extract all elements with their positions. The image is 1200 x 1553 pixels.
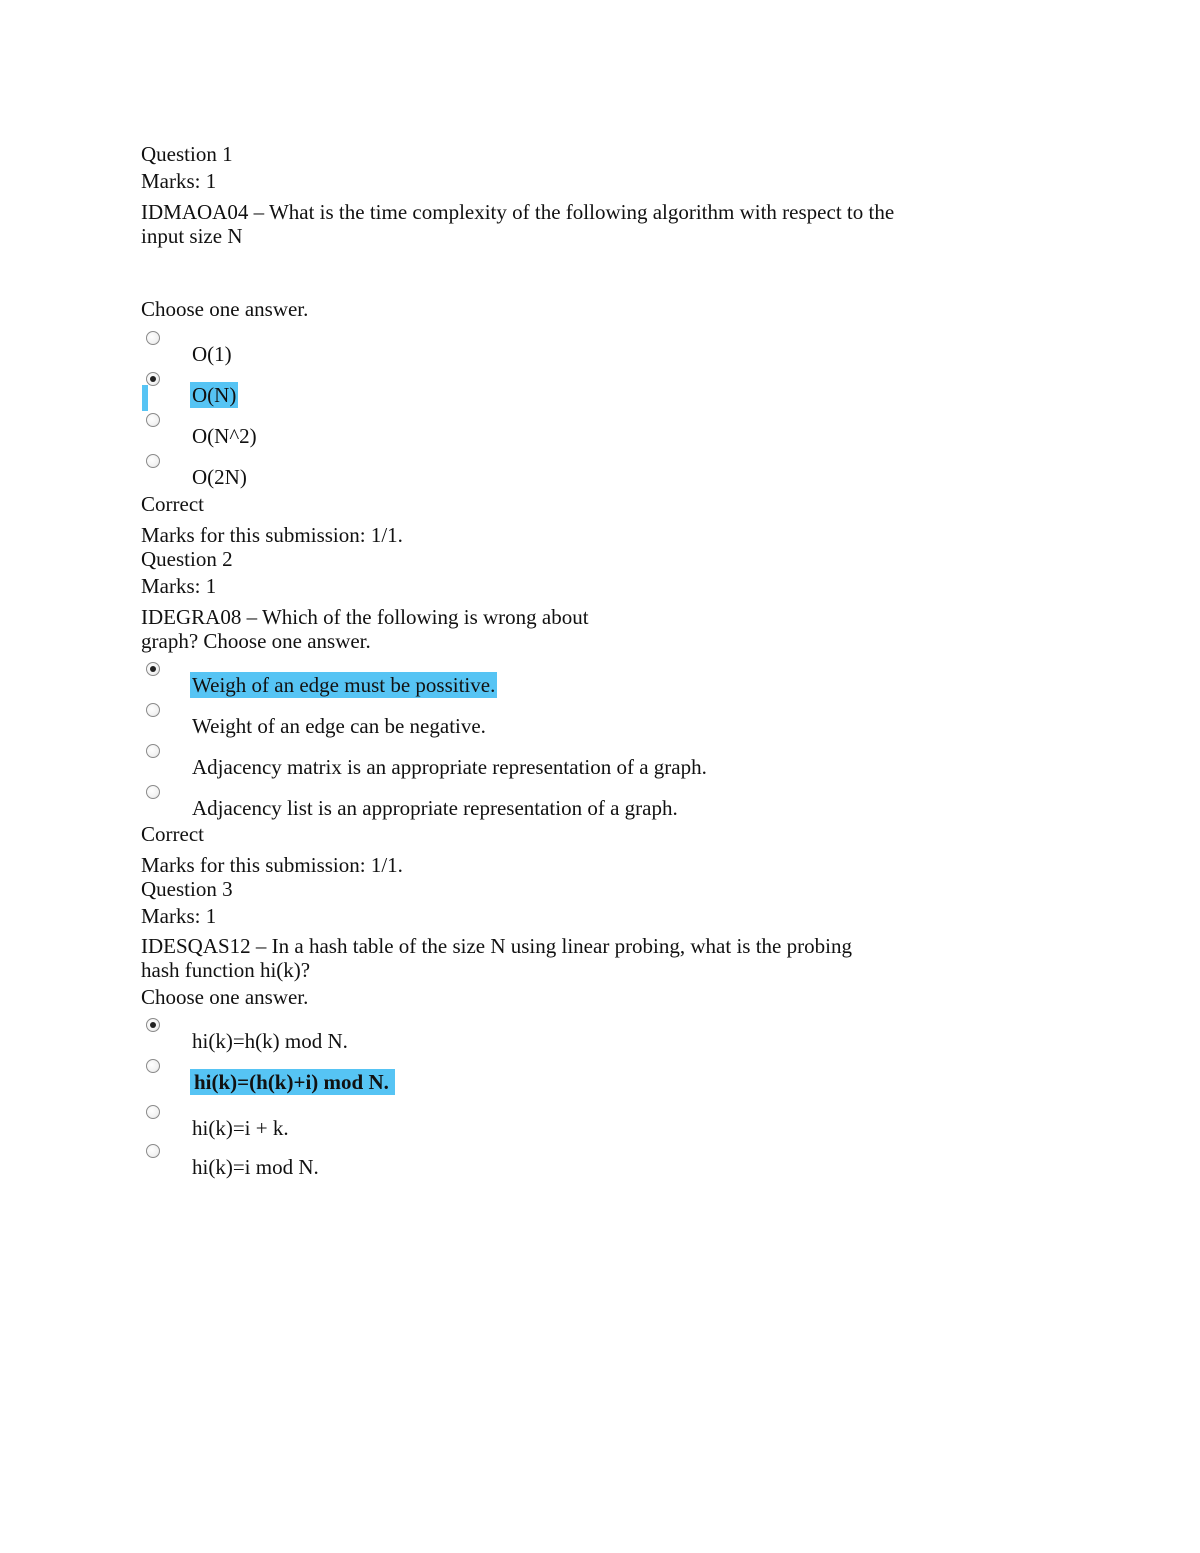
radio-button[interactable] xyxy=(146,1144,160,1158)
radio-button[interactable] xyxy=(146,331,160,345)
q3-option-1[interactable] xyxy=(146,1018,1046,1058)
q1-option-2[interactable] xyxy=(146,372,1046,412)
radio-button-selected[interactable] xyxy=(146,1018,160,1032)
q2-option-1[interactable] xyxy=(146,662,1046,702)
q1-question-line1: IDMAOA04 – What is the time complexity of the following algorithm with respect to the xyxy=(141,200,895,224)
q3-question-line2: hash function hi(k)? xyxy=(141,958,311,982)
radio-button[interactable] xyxy=(146,1105,160,1119)
q2-submission: Marks for this submission: 1/1. xyxy=(141,853,403,877)
radio-button[interactable] xyxy=(146,413,160,427)
q2-option-4-label: Adjacency list is an appropriate representation of a graph. xyxy=(192,796,678,820)
q3-question-line1: IDESQAS12 – In a hash table of the size N using linear probing, what is the probing xyxy=(141,934,852,958)
q3-option-1-label: hi(k)=h(k) mod N. xyxy=(192,1029,348,1053)
q1-marks: Marks: 1 xyxy=(141,169,217,193)
q2-option-2-label: Weight of an edge can be negative. xyxy=(192,714,486,738)
q2-question-line2: graph? Choose one answer. xyxy=(141,629,371,653)
q3-option-2-label: hi(k)=(h(k)+i) mod N. xyxy=(190,1069,395,1095)
q2-marks: Marks: 1 xyxy=(141,574,217,598)
q1-option-4[interactable] xyxy=(146,454,1046,494)
q1-question-line2: input size N xyxy=(141,224,243,248)
q2-option-3[interactable] xyxy=(146,744,1046,784)
q1-submission: Marks for this submission: 1/1. xyxy=(141,523,403,547)
radio-button[interactable] xyxy=(146,703,160,717)
q1-result: Correct xyxy=(141,492,204,516)
q3-option-4-label: hi(k)=i mod N. xyxy=(192,1155,319,1179)
radio-button[interactable] xyxy=(146,1059,160,1073)
q2-question-line1: IDEGRA08 – Which of the following is wrong about xyxy=(141,605,589,629)
q2-title: Question 2 xyxy=(141,547,233,571)
q1-option-1-label: O(1) xyxy=(192,342,232,366)
q3-option-3[interactable] xyxy=(146,1105,1046,1145)
radio-button[interactable] xyxy=(146,454,160,468)
radio-button-selected[interactable] xyxy=(146,372,160,386)
q1-prompt: Choose one answer. xyxy=(141,297,309,321)
q3-option-2[interactable] xyxy=(146,1059,1046,1099)
q1-option-3-label: O(N^2) xyxy=(192,424,257,448)
q1-option-1[interactable] xyxy=(146,331,1046,371)
q1-option-4-label: O(2N) xyxy=(192,465,247,489)
q1-option-3[interactable] xyxy=(146,413,1046,453)
radio-button[interactable] xyxy=(146,744,160,758)
q3-prompt: Choose one answer. xyxy=(141,985,309,1009)
q3-title: Question 3 xyxy=(141,877,233,901)
q3-marks: Marks: 1 xyxy=(141,904,217,928)
q2-result: Correct xyxy=(141,822,204,846)
q2-option-2[interactable] xyxy=(146,703,1046,743)
q1-option-2-label: O(N) xyxy=(192,383,237,407)
q1-title: Question 1 xyxy=(141,142,233,166)
q2-option-1-label: Weigh of an edge must be possitive. xyxy=(192,673,496,697)
q3-option-3-label: hi(k)=i + k. xyxy=(192,1116,289,1140)
radio-button[interactable] xyxy=(146,785,160,799)
radio-button-selected[interactable] xyxy=(146,662,160,676)
q2-option-3-label: Adjacency matrix is an appropriate representation of a graph. xyxy=(192,755,707,779)
q2-option-4[interactable] xyxy=(146,785,1046,825)
q3-option-4[interactable] xyxy=(146,1144,1046,1184)
